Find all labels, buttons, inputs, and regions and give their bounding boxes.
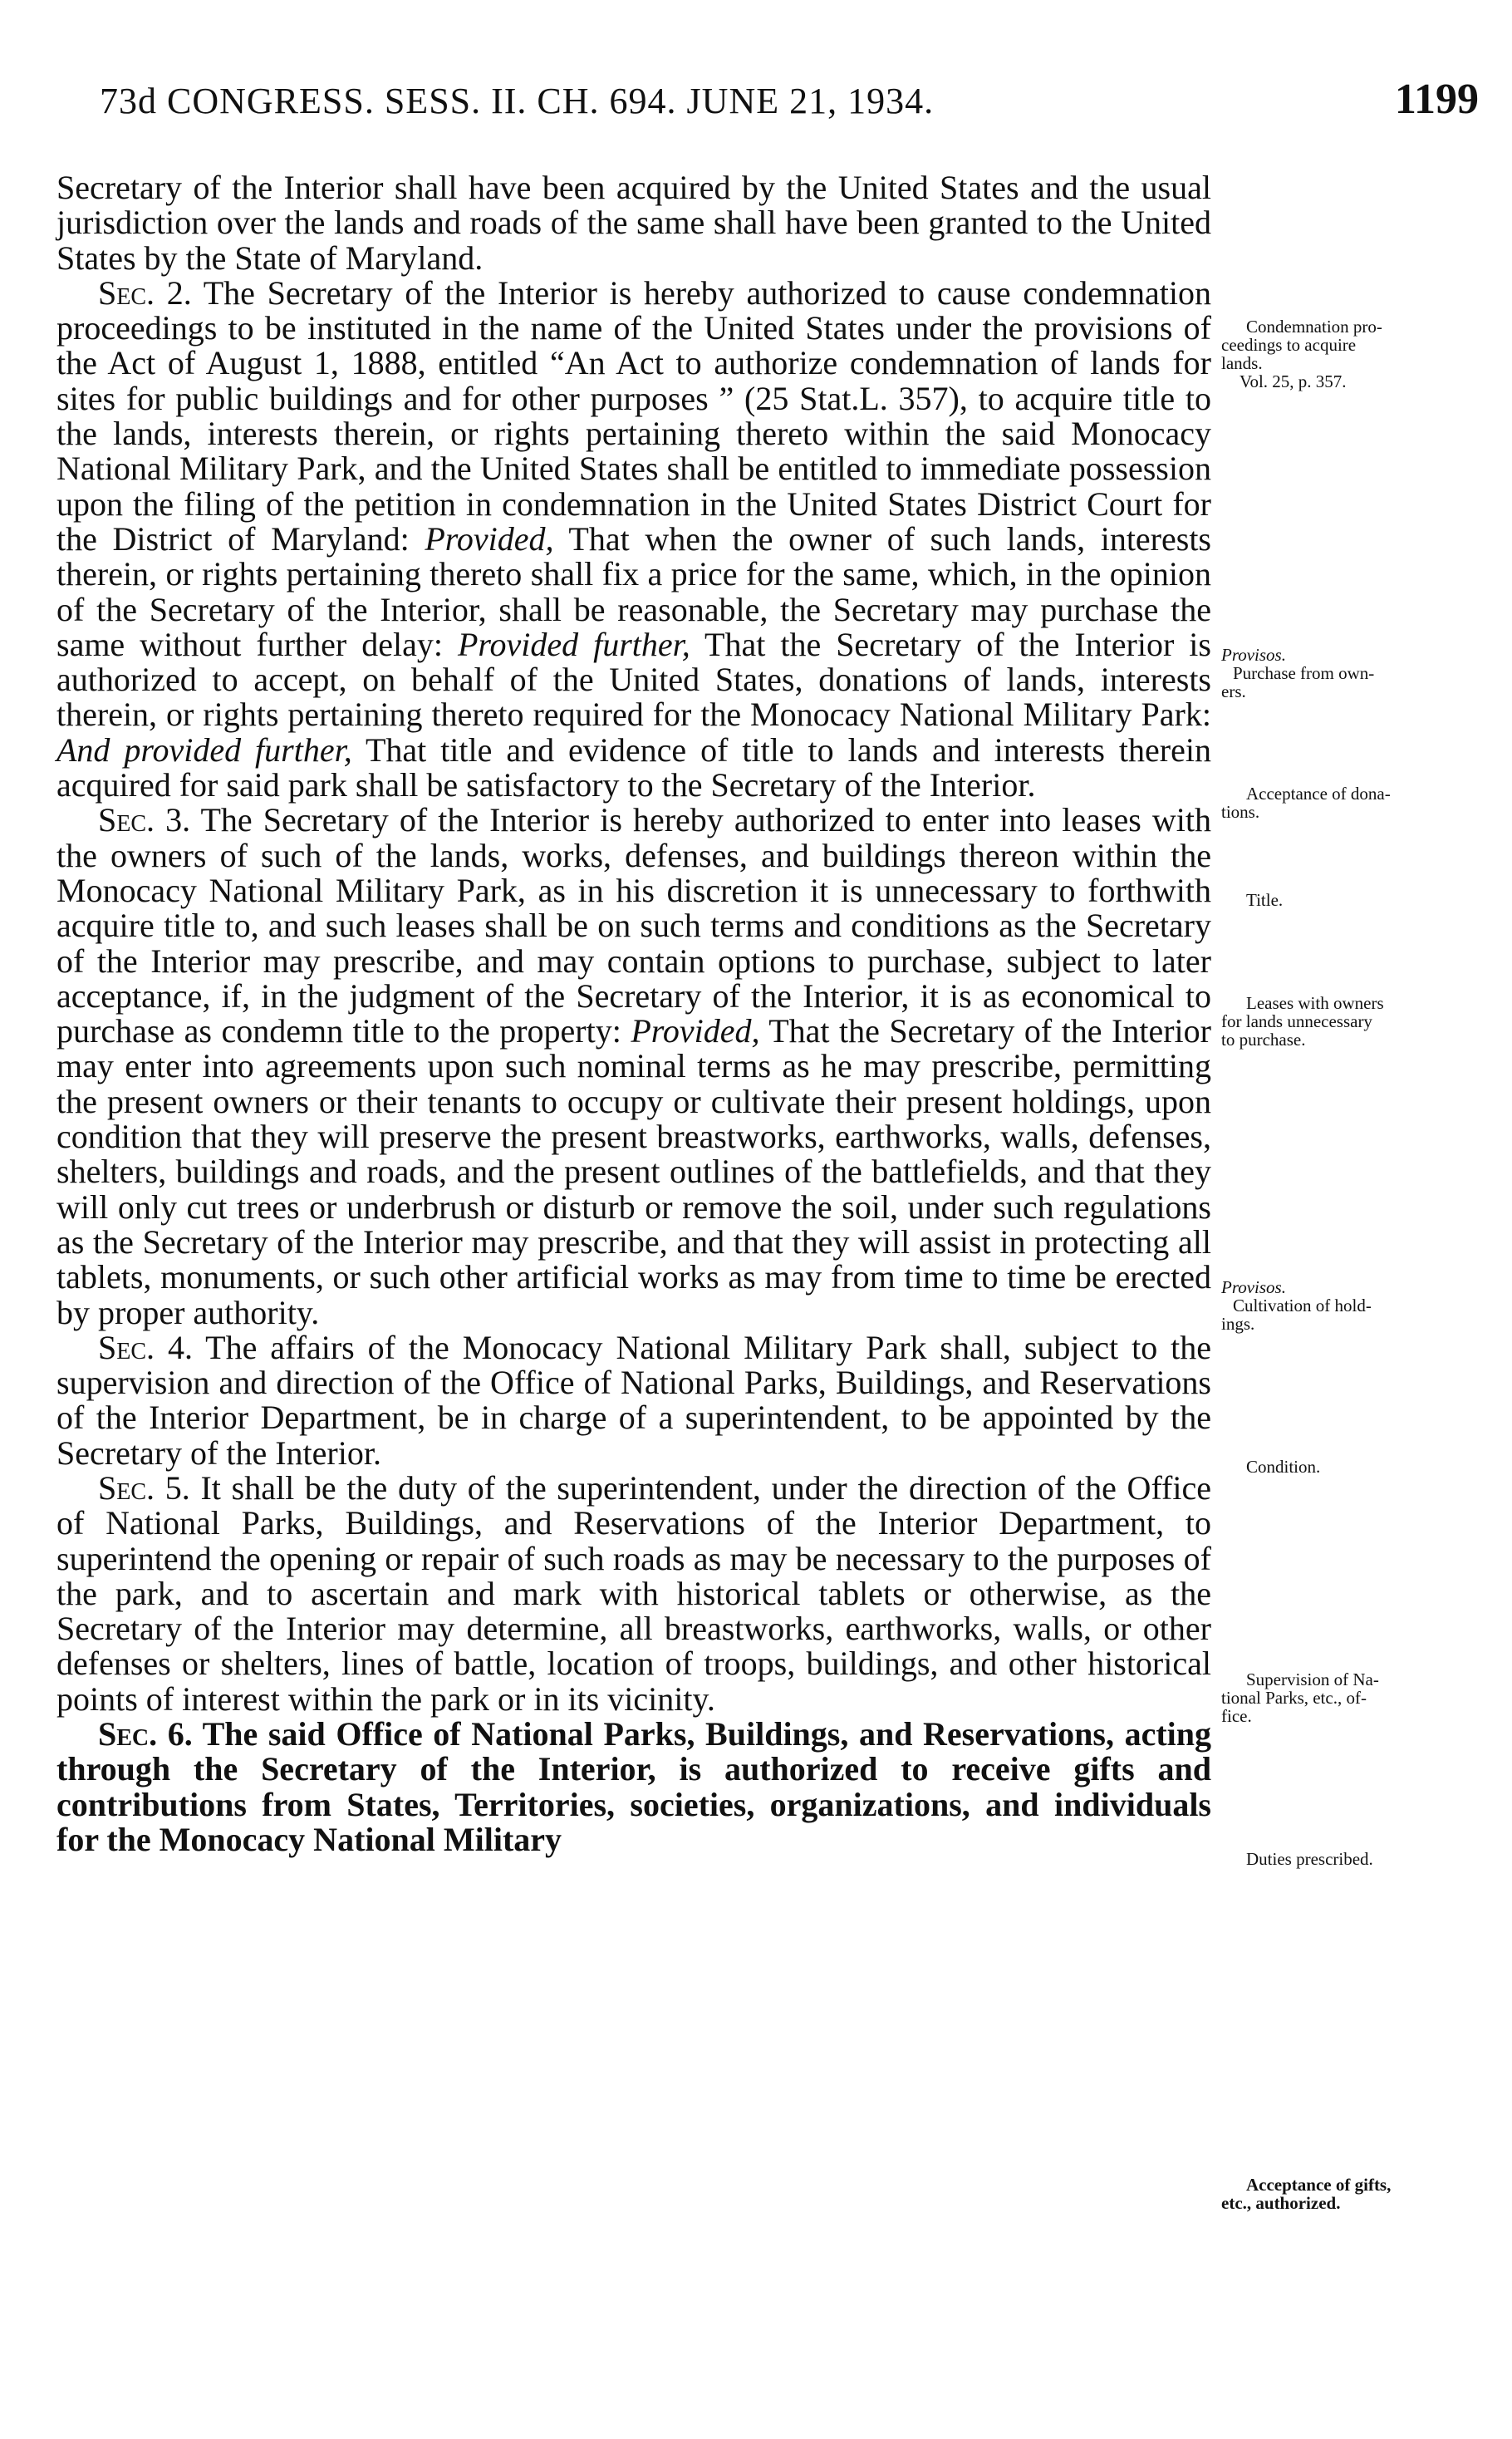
section-text: The Secretary of the Interior is hereby authorized to enter into leases with the owners of such of the lands, works, defenses, and buildings thereon within the Monocacy National Military Park, as in his discretion it is unnecessary to forthwith acquire title to, and such leases shall be on such terms and conditions as the Secretary of the Interior may prescribe, and may contain options to purchase, subject to later acceptance, if, in the judgment of the Secretary of the Interior, it is as economical to purchase as condemn title to the property: [56,801,1211,1050]
main-text [56,170,1211,1857]
section-5 [56,1468,1211,1718]
margin-note-donations [1221,784,1483,821]
note-line: tions. [1221,802,1260,822]
section-label: Sec. 4. [98,1328,193,1366]
margin-note-duties [1246,1850,1508,1868]
section-text: That the Secretary of the Interior may enter into agreements upon such nominal terms as he may prescribe, permitting the present owners or their tenants to occupy or cultivate their present holdings, upon condition that they will preserve the present breastworks, earthworks, walls, defenses, shelters, buildings and roads, and the present outlines of the battlefields, and that they will only cut trees or underbrush or disturb or remove the soil, under such regulations as the Secretary of the Interior may prescribe, and that they will assist in protecting all tablets, monuments, or such other artificial works as may from time to time be erected by proper authority. [56,1012,1211,1331]
section-text: That the Secretary of the Interior is authorized to accept, on behalf of the United States, donations of lands, interests therein, or rights pertaining thereto required for the Monocacy National Military Park: [56,625,1211,734]
note-line: Acceptance of dona- [1246,784,1391,804]
margin-note-leases [1221,994,1483,1049]
section-3 [56,803,1211,1330]
note-line: Leases with owners [1246,993,1384,1013]
margin-note-purchase [1221,646,1483,701]
note-line: Title. [1246,890,1284,910]
margin-note-title [1246,891,1508,909]
margin-note-supervision [1221,1670,1483,1725]
note-line: Purchase from own- [1233,663,1375,683]
section-text: It shall be the duty of the superintendent, under the direction of the Office of National Parks, Buildings, and Reservations of the Interior Department, to superintend the opening or repair of such roads as may be necessary to the purposes of the park, and to ascertain and mark with historical tablets or otherwise, as the Secretary of the Interior may determine, all breastworks, earthworks, walls, or other defenses or shelters, lines of battle, location of troops, buildings, and other historical points of interest within the park or in its vicinity. [56,1468,1211,1718]
section-label: Sec. 2. [98,273,192,312]
note-line: Condition. [1246,1457,1321,1477]
proviso-term: Provided, [631,1012,760,1050]
paragraph-text: Secretary of the Interior shall have been acquired by the United States and the usual jurisdiction over the lands and roads of the same shall have been granted to the United States by the State of Maryland. [56,169,1211,277]
note-line: Duties prescribed. [1246,1849,1373,1869]
note-line: tional Parks, etc., of- [1221,1688,1367,1708]
section-label: Sec. 5. [98,1468,190,1507]
section-text: The Secretary of the Interior is hereby authorized to cause condemnation proceedings to be instituted in the name of the United States under the provisions of the Act of August 1, 1888, entitled “An Act to authorize condemnation of lands for sites for public buildings and for other purposes ” (25 Stat.L. 357), to acquire title to the lands, interests therein, or rights pertaining thereto within the said Monocacy National Military Park, and the United States shall be entitled to immediate possession upon the filing of the petition in condemnation in the United States District Court for the District of Maryland: [56,273,1211,558]
proviso-term: Provided, [425,519,554,558]
margin-note-gifts [1221,2176,1483,2212]
paragraph-continued [56,170,1211,276]
margin-note-condition [1246,1458,1508,1476]
note-heading: Provisos. [1221,645,1286,665]
note-line: etc., authorized. [1221,2193,1341,2213]
note-line: Supervision of Na- [1246,1669,1379,1689]
note-line: Acceptance of gifts, [1246,2175,1392,2195]
section-label: Sec. 3. [98,801,191,839]
margin-notes [1221,0,1483,2439]
section-text: The affairs of the Monocacy National Military Park shall, subject to the supervision and direction of the Office of National Parks, Buildings, and Reservations of the Interior Department, be in charge of a superintendent, to be appointed by the Secretary of the Interior. [56,1328,1212,1472]
note-line: to purchase. [1221,1030,1306,1050]
page-number: 1199 [1394,76,1479,123]
section-6 [56,1717,1211,1857]
section-label: Sec. 6. [98,1715,193,1753]
note-heading: Provisos. [1221,1277,1286,1297]
section-text: That title and evidence of title to lands and interests therein acquired for said park shall be satisfactory to the Secretary of the Interior. [56,730,1211,804]
margin-note-cultivation [1221,1278,1483,1333]
note-line: Cultivation of hold- [1233,1296,1372,1315]
note-line: ers. [1221,681,1246,701]
running-head: 73d CONGRESS. SESS. II. CH. 694. JUNE 21, 1934. [100,81,935,121]
note-line: for lands unnecessary [1221,1011,1372,1031]
section-2 [56,273,1211,804]
proviso-term: Provided further, [457,625,690,663]
section-text: The said Office of National Parks, Buildings, and Reservations, acting through the Secretary of the Interior, is authorized to receive gifts and contributions from States, Territories, societies, organizations, and individuals for the Monocacy National Military [56,1715,1211,1858]
note-line: Condemnation pro- [1246,317,1382,337]
note-line: fice. [1221,1706,1252,1726]
note-line: lands. [1221,353,1263,373]
margin-note-condemnation [1221,317,1483,391]
proviso-term: And provided further, [56,730,352,769]
note-reference: Vol. 25, p. 357. [1240,371,1347,391]
note-line: ings. [1221,1314,1255,1334]
note-line: ceedings to acquire [1221,335,1357,355]
section-text: That when the owner of such lands, interests therein, or rights pertaining thereto shall fix a price for the same, which, in the opinion of the Secretary of the Interior, shall be reasonable, the Secretary may purchase the same without further delay: [56,519,1211,663]
section-4 [56,1330,1211,1471]
